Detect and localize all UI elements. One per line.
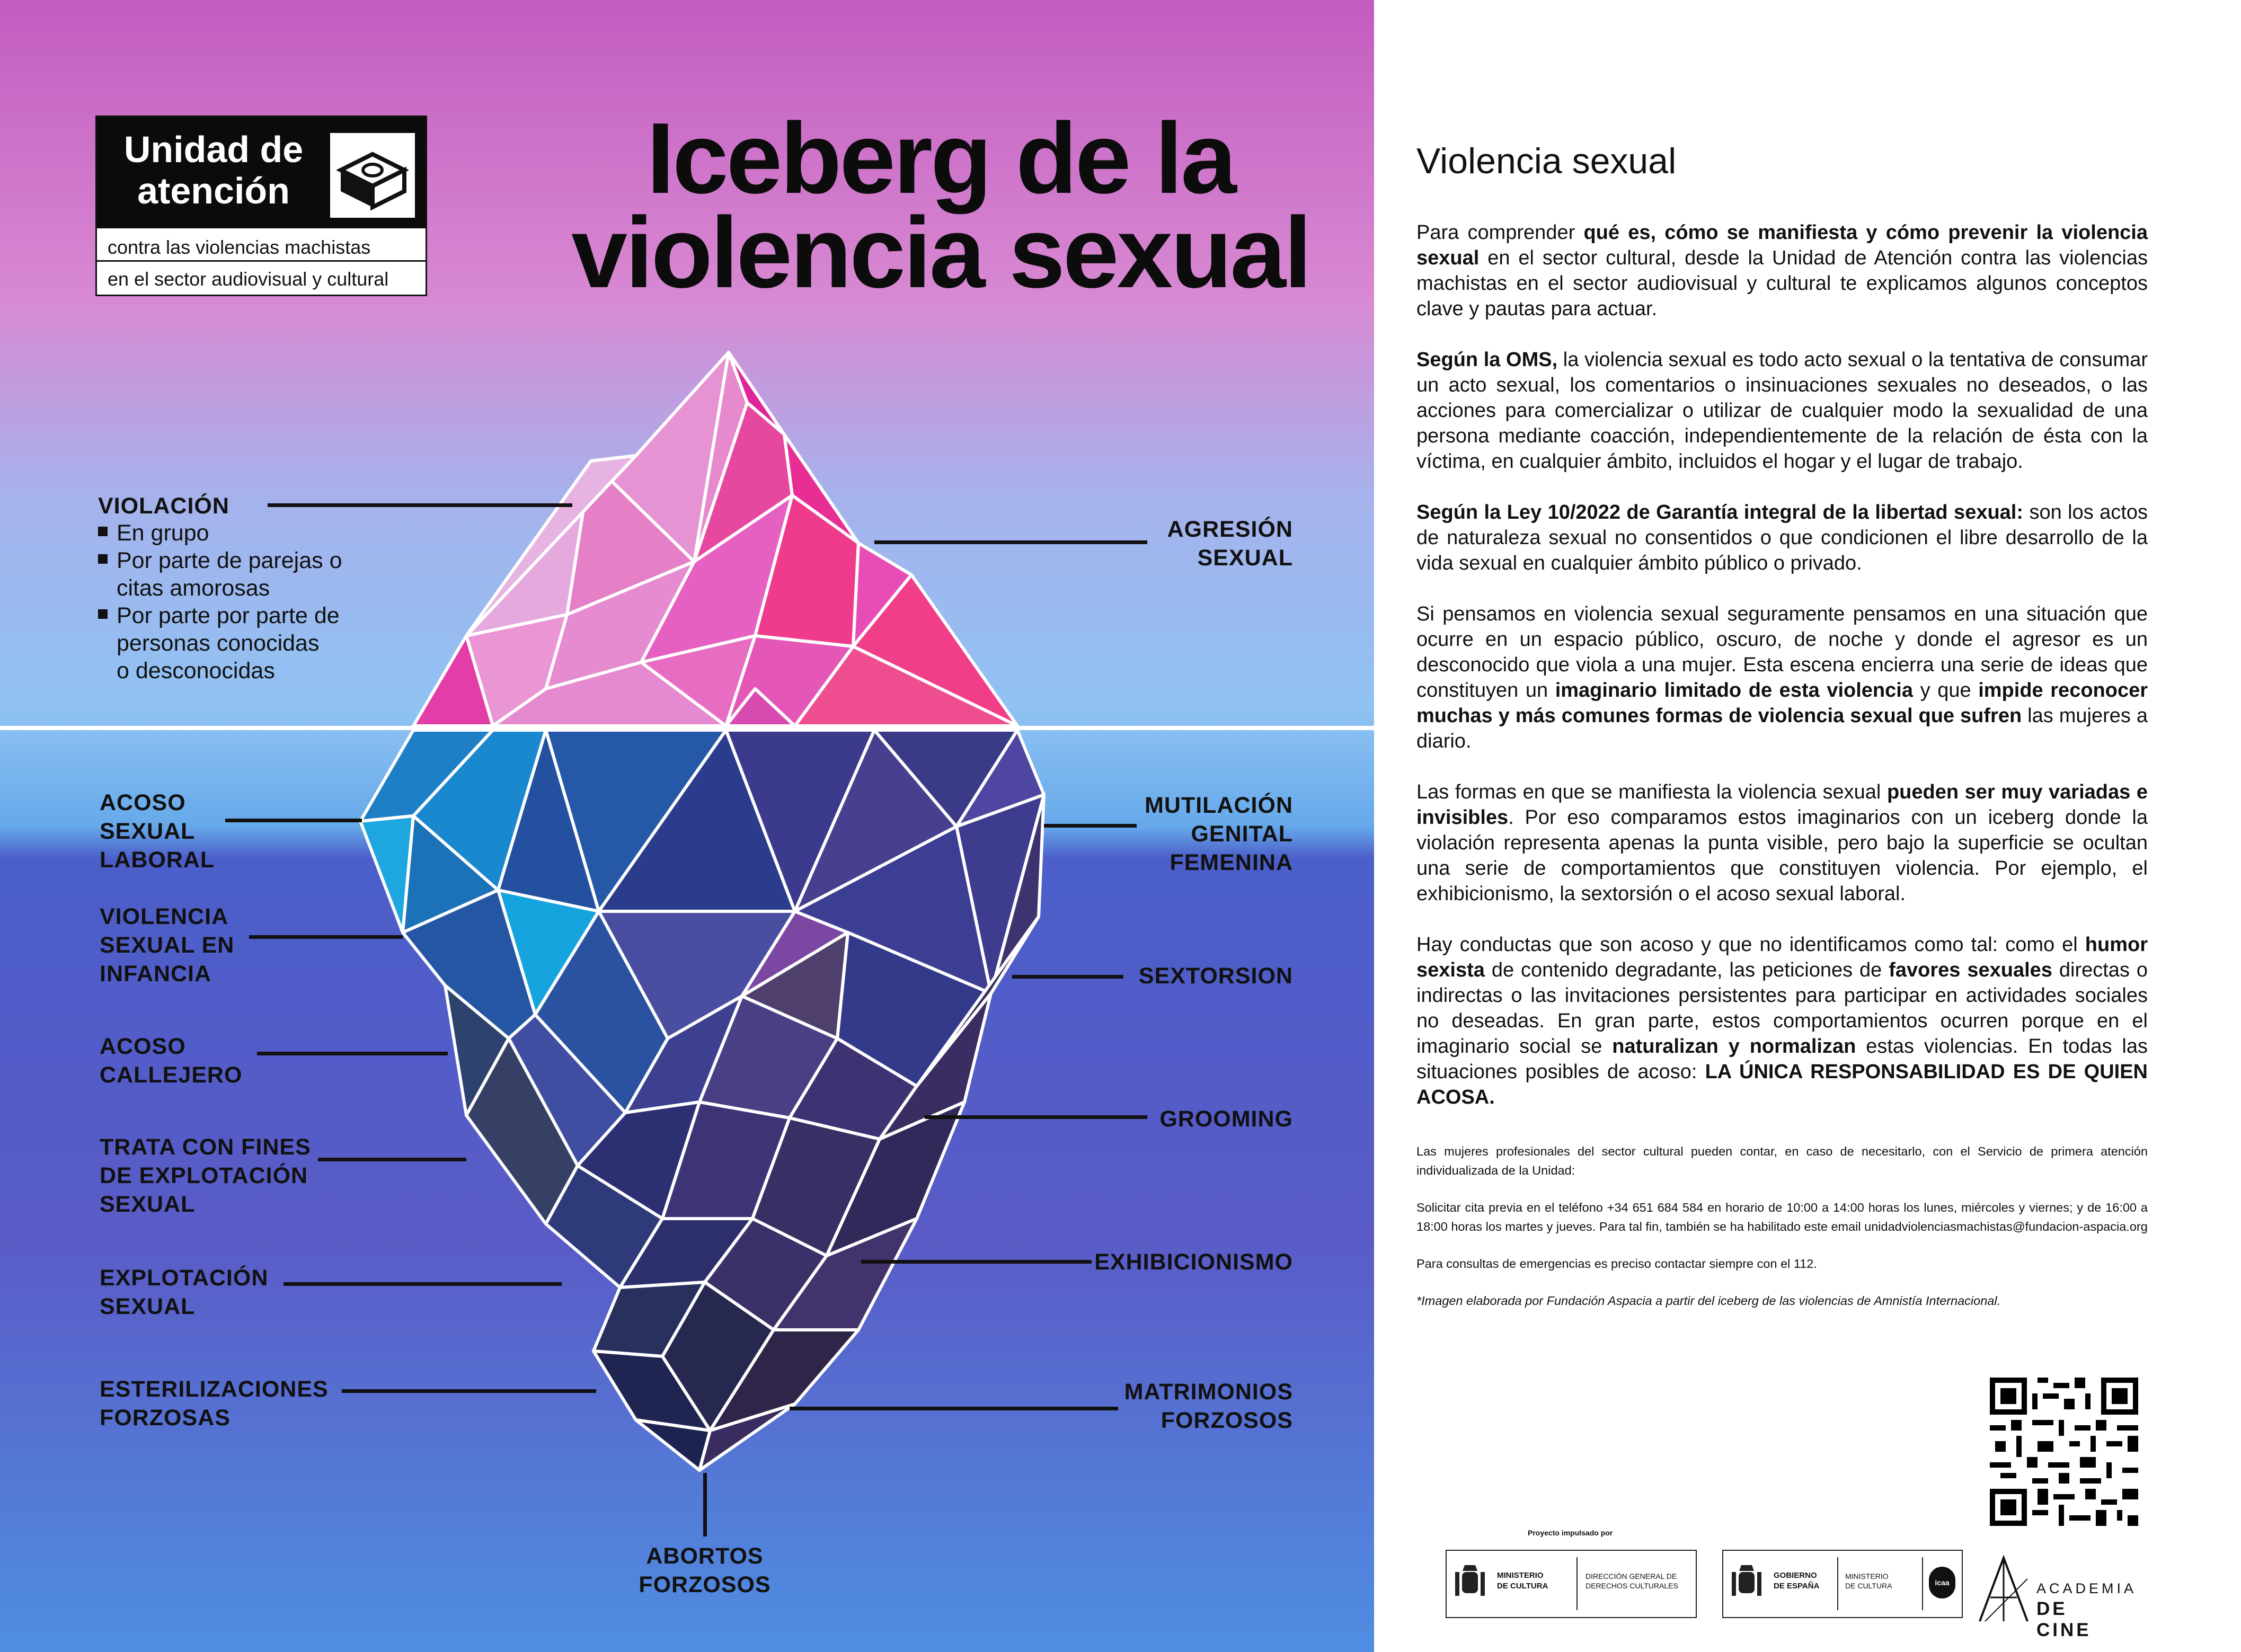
label-abortos: ABORTOS FORZOSOS: [639, 1543, 771, 1597]
logo-box-icon: [330, 133, 415, 218]
panel-body: [1416, 220, 2148, 1135]
coat-of-arms-icon: [1731, 1564, 1762, 1604]
logo-name: Unidad de atención: [123, 129, 304, 211]
paragraph: Según la Ley 10/2022 de Garantía integral de la libertad sexual: son los actos de naturaleza sexual no consentidos o que condicionen el libre desarrollo de la vida sexual en cualquier ámbito público o privado.: [1416, 501, 2148, 574]
label-acoso-callejero: ACOSO CALLEJERO: [100, 1034, 243, 1088]
label-trata: TRATA CON FINES DE EXPLOTACIÓN SEXUAL: [100, 1134, 311, 1217]
icaa-logo: icaa: [1929, 1567, 1955, 1598]
label-acoso-laboral: ACOSO SEXUAL LABORAL: [100, 790, 215, 873]
label-violencia-infancia: VIOLENCIA SEXUAL EN INFANCIA: [100, 904, 235, 987]
poster-title: Iceberg de la violencia sexual: [571, 102, 1310, 309]
logo-divider: [97, 260, 426, 262]
list-item: o desconocidas: [117, 658, 275, 683]
unit-logo: [95, 116, 427, 296]
connector-agresion: [874, 540, 1147, 544]
small-paragraph: Para consultas de emergencias es preciso contactar siempre con el 112.: [1416, 1257, 1817, 1271]
connector: [225, 819, 362, 822]
gobierno-espana-logo: GOBIERNO DE ESPAÑA MINISTERIO DE CULTURA icaa: [1722, 1550, 1963, 1618]
connector-violacion: [268, 503, 572, 507]
connector: [318, 1158, 466, 1161]
list-item: En grupo: [98, 519, 342, 547]
label-violacion: VIOLACIÓN: [98, 493, 229, 519]
ice-facet: [636, 1420, 710, 1470]
logo-subtitle-2: en el sector audiovisual y cultural: [108, 268, 389, 290]
panel-contact-info: [1416, 1142, 2148, 1328]
paragraph: Las formas en que se manifiesta la violencia sexual pueden ser muy variadas e invisibles. Por eso comparamos estos imaginarios con un iceberg donde la violación representa apenas la punta visible, pero bajo la superficie se ocultan una serie de comportamientos que constituyen violencia. Por ejemplo, el exhibicionismo, la sextorsión o el acoso sexual laboral.: [1416, 781, 2148, 905]
panel-title: Violencia sexual: [1416, 141, 1677, 181]
list-item: citas amorosas: [117, 575, 270, 601]
small-paragraph: Las mujeres profesionales del sector cultural pueden contar, en caso de necesitarlo, con el Servicio de primera atención individualizada de la Unidad:: [1416, 1144, 2148, 1177]
connector-vertical: [703, 1473, 707, 1536]
small-paragraph: Solicitar cita previa en el teléfono +34 651 684 584 en horario de 10:00 a 14:00 horas los lunes, miércoles y viernes; y de 16:00 a 18:00 horas los martes y jueves. Para tal fin, también se ha habilitado este email unidadviolenciasmachistas@fundacion-aspacia.org: [1416, 1201, 2148, 1233]
academia-de-cine-logo: ACADEMIA DE CINE: [1977, 1550, 2115, 1624]
coat-of-arms-icon: [1454, 1564, 1486, 1604]
label-mutilacion: MUTILACIÓN GENITAL FEMENINA: [1145, 793, 1293, 875]
list-item: Por parte de parejas o: [98, 547, 342, 574]
connector: [257, 1052, 448, 1055]
info-panel: [1374, 0, 2241, 1652]
qr-code[interactable]: [1990, 1378, 2138, 1526]
label-sextorsion: SEXTORSION: [1138, 963, 1293, 989]
connector: [861, 1260, 1092, 1264]
ministerio-cultura-logo: MINISTERIO DE CULTURA DIRECCIÓN GENERAL DE DERECHOS CULTURALES: [1446, 1550, 1697, 1618]
connector: [284, 1282, 562, 1286]
label-grooming: GROOMING: [1159, 1106, 1293, 1132]
promoted-by: Proyecto impulsado por: [1528, 1529, 1613, 1537]
paragraph: Según la OMS, la violencia sexual es todo acto sexual o la tentativa de consumar un acto sexual, los comentarios o insinuaciones sexuales no deseados, o las acciones para comercializar o utilizar de cualquier modo la sexualidad de una persona mediante coacción, independientemente de la relación de ésta con la víctima, en cualquier ámbito, incluidos el hogar y el lugar de trabajo.: [1416, 349, 2148, 473]
label-matrimonios: MATRIMONIOS FORZOSOS: [1124, 1379, 1293, 1433]
label-explotacion-sexual: EXPLOTACIÓN SEXUAL: [100, 1265, 269, 1319]
list-item: personas conocidas: [117, 630, 320, 656]
connector: [790, 1407, 1118, 1410]
violacion-list: [98, 519, 342, 685]
label-esterilizaciones: ESTERILIZACIONES FORZOSAS: [100, 1376, 329, 1431]
paragraph: Para comprender qué es, cómo se manifiesta y cómo prevenir la violencia sexual en el sector cultural, desde la Unidad de Atención contra las violencias machistas en el sector audiovisual y cultural te explicamos algunos conceptos clave y pautas para actuar.: [1416, 221, 2148, 320]
academia-a-icon: [1977, 1555, 2030, 1624]
image-credit: *Imagen elaborada por Fundación Aspacia a partir del iceberg de las violencias de Amnistía Internacional.: [1416, 1294, 2001, 1308]
list-item: Por parte por parte de: [98, 602, 342, 629]
logo-subtitle-1: contra las violencias machistas: [108, 236, 371, 258]
label-exhibicionismo: EXHIBICIONISMO: [1094, 1249, 1293, 1275]
label-agresion-sexual: AGRESIÓN SEXUAL: [1167, 517, 1293, 571]
paragraph: Si pensamos en violencia sexual seguramente pensamos en una situación que ocurre en un espacio público, oscuro, de noche y donde el agresor es un desconocido que viola a una mujer. Esta escena encierra una serie de ideas que constituyen un imaginario limitado de esta violencia y que impide reconocer muchas y más comunes formas de violencia sexual que sufren las mujeres a diario.: [1416, 603, 2148, 752]
connector: [342, 1389, 596, 1393]
paragraph: Hay conductas que son acoso y que no identificamos como tal: como el humor sexista de contenido degradante, las peticiones de favores sexuales directas o indirectas o las invitaciones persistentes para participar en actividades sociales no deseadas. En gran parte, estos comportamientos ocurren porque en el imaginario social se naturalizan y normalizan estas violencias. En todas las situaciones posibles de acoso: LA ÚNICA RESPONSABILIDAD ES DE QUIEN ACOSA.: [1416, 934, 2148, 1108]
connector: [249, 935, 403, 939]
